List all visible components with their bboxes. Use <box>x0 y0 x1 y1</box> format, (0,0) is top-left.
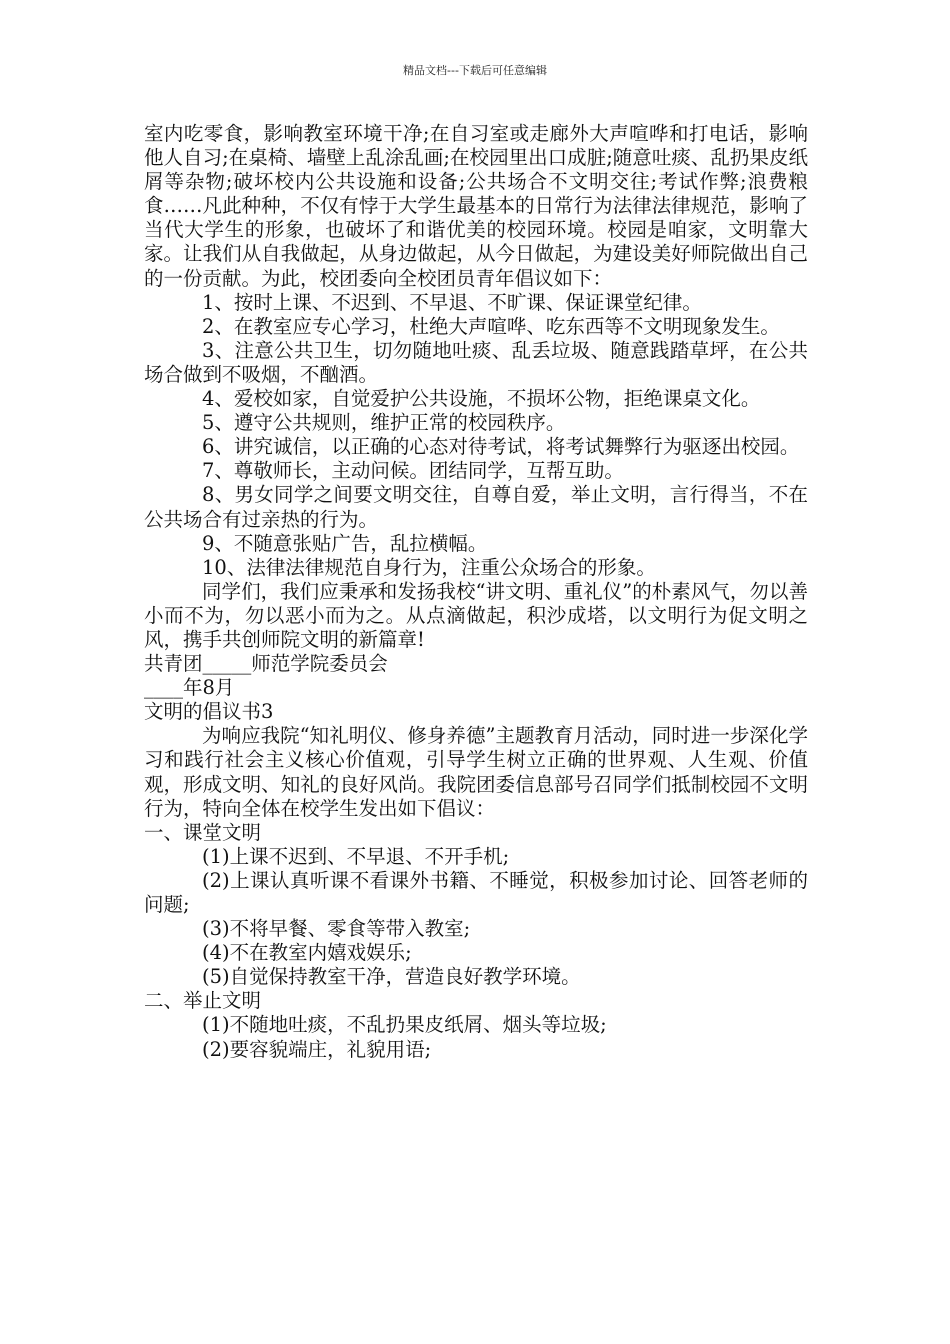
list-item: (1)不随地吐痰，不乱扔果皮纸屑、烟头等垃圾; <box>202 1013 607 1037</box>
intro-paragraph: 室内吃零食，影响教室环境干净;在自习室或走廊外大声喧哗和打电话，影响他人自习;在桌椅、墙壁上乱涂乱画;在校园里出口成脏;随意吐痰、乱扔果皮纸屑等杂物;破坏校内公共设施和设备;公共场合不文明交往;考试作弊;浪费粮食……凡此种种，不仅有悖于大学生最基本的日常行为法律法律规范，影响了当代大学生的形象，也破坏了和谐优美的校园环境。校园是咱家，文明靠大家。让我们从自我做起，从身边做起，从今日做起，为建设美好师院做出自己的一份贡献。为此，校团委向全校团员青年倡议如下： <box>144 122 808 290</box>
list-item: (2)上课认真听课不看课外书籍、不睡觉，积极参加讨论、回答老师的问题; <box>144 868 808 916</box>
proposal-item: 7、尊敬师长，主动问候。团结同学，互帮互助。 <box>202 459 624 483</box>
closing-paragraph: 同学们，我们应秉承和发扬我校“讲文明、重礼仪”的朴素风气，勿以善小而不为，勿以恶小而为之。从点滴做起，积沙成塔，以文明行为促文明之风，携手共创师院文明的新篇章! <box>144 579 808 651</box>
body-paragraph: 为响应我院“知礼明仪、修身养德”主题教育月活动，同时进一步深化学习和践行社会主义核心价值观，引导学生树立正确的世界观、人生观、价值观，形成文明、知礼的良好风尚。我院团委信息部号召同学们抵制校园不文明行为，特向全体在校学生发出如下倡议： <box>144 724 808 820</box>
list-item: (4)不在教室内嬉戏娱乐; <box>202 941 412 965</box>
proposal-item: 3、注意公共卫生，切勿随地吐痰、乱丢垃圾、随意践踏草坪，在公共场合做到不吸烟，不酗酒。 <box>144 338 808 386</box>
section-heading: 一、课堂文明 <box>144 820 262 844</box>
document-body <box>144 122 808 1062</box>
list-item: (2)要容貌端庄，礼貌用语; <box>202 1037 432 1061</box>
proposal-item: 2、在教室应专心学习，杜绝大声喧哗、吃东西等不文明现象发生。 <box>202 314 780 338</box>
list-item: (1)上课不迟到、不早退、不开手机; <box>202 844 510 868</box>
proposal-item: 4、爱校如家，自觉爱护公共设施，不损坏公物，拒绝课桌文化。 <box>202 387 761 411</box>
proposal-item: 9、不随意张贴广告，乱拉横幅。 <box>202 531 488 555</box>
proposal-item: 6、讲究诚信，以正确的心态对待考试，将考试舞弊行为驱逐出校园。 <box>202 435 800 459</box>
proposal-item: 8、男女同学之间要文明交往，自尊自爱，举止文明，言行得当，不在公共场合有过亲热的行为。 <box>144 483 808 531</box>
proposal-item: 5、遵守公共规则，维护正常的校园秩序。 <box>202 411 566 435</box>
list-item: (3)不将早餐、零食等带入教室; <box>202 917 471 941</box>
signature-org: 共青团_____师范学院委员会 <box>144 652 388 676</box>
signature-date: ____年8月 <box>144 676 235 700</box>
page-header: 精品文档---下载后可任意编辑 <box>403 64 547 77</box>
proposal-item: 1、按时上课、不迟到、不早退、不旷课、保证课堂纪律。 <box>202 290 702 314</box>
section-title: 文明的倡议书3 <box>144 700 274 724</box>
proposal-item: 10、法律法律规范自身行为，注重公众场合的形象。 <box>202 555 656 579</box>
list-item: (5)自觉保持教室干净，营造良好教学环境。 <box>202 965 581 989</box>
section-heading: 二、举止文明 <box>144 989 262 1013</box>
